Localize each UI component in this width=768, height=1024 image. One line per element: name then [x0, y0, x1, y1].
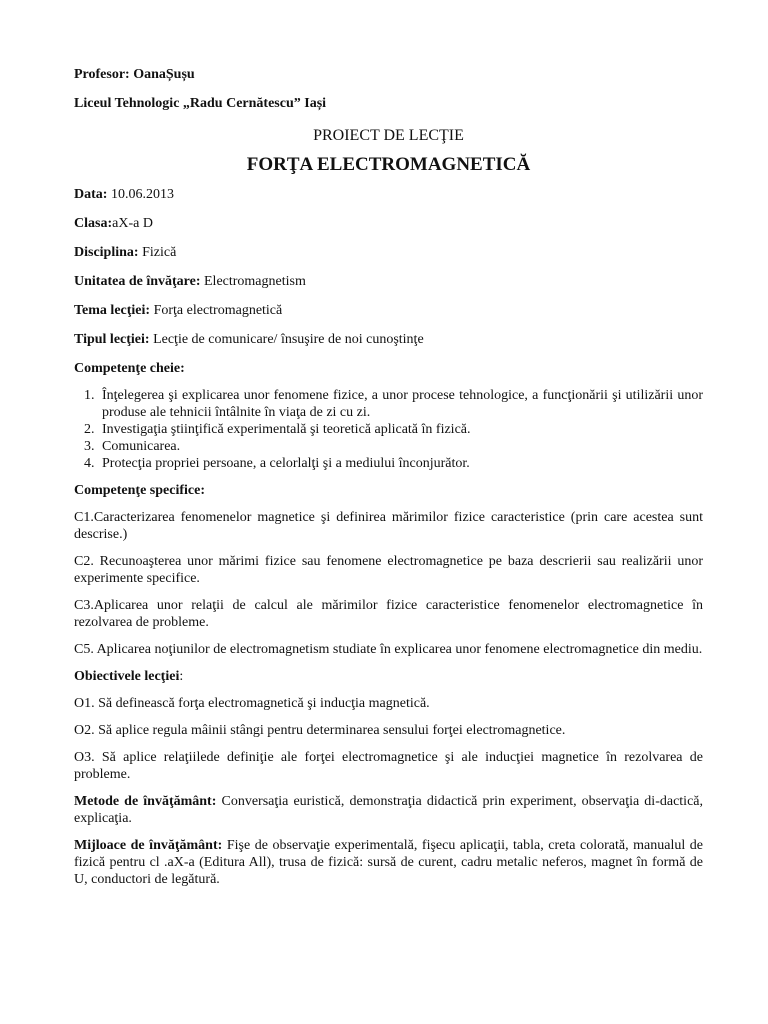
mijloace-label: Mijloace de învăţământ: — [74, 838, 223, 853]
data-field — [74, 186, 703, 203]
obiective-heading: Obiectivele lecţiei — [74, 669, 180, 684]
obiectiv-o1: O1. Să definească forţa electromagnetică şi inducţia magnetică. — [74, 696, 430, 711]
profesor-label: Profesor: — [74, 67, 130, 82]
data-value: 10.06.2013 — [110, 187, 174, 202]
tema-label: Tema lecţiei: — [74, 303, 151, 318]
competenta-c2: C2. Recunoaşterea unor mărimi fizice sau fenomene electromagnetice pe baza descrierii sau realizării unor experimente specifice. — [74, 554, 703, 586]
obiective-heading-suffix: : — [179, 669, 184, 684]
disciplina-value: Fizică — [142, 245, 177, 260]
metode-value: Conversaţia euristică, demonstraţia didactică prin experiment, observaţia di-dactică, explicaţia. — [74, 794, 703, 826]
data-label: Data: — [74, 187, 108, 202]
unitatea-field — [74, 273, 703, 290]
competenta-c1: C1.Caracterizarea fenomenelor magnetice şi definirea mărimilor fizice caracteristice (prin care acestea sunt descrise.) — [74, 510, 703, 542]
profesor-line — [74, 66, 703, 83]
profesor-name: OanaȘușu — [133, 67, 195, 82]
lesson-plan-document — [74, 66, 703, 898]
competente-cheie-heading: Competenţe cheie: — [74, 361, 185, 376]
list-item: 3. Comunicarea. — [98, 438, 703, 455]
tipul-label: Tipul lecţiei: — [74, 332, 150, 347]
obiective-heading-line — [74, 668, 703, 685]
clasa-field — [74, 215, 703, 232]
competente-cheie-list — [74, 387, 703, 472]
obiectiv-o2: O2. Să aplice regula mâinii stângi pentru determinarea sensului forţei electromagnetice. — [74, 723, 566, 738]
clasa-label: Clasa: — [74, 216, 113, 231]
list-item: 4. Protecţia propriei persoane, a celorlalţi şi a mediului înconjurător. — [98, 455, 703, 472]
unitatea-value: Electromagnetism — [204, 274, 306, 289]
mijloace-paragraph — [74, 837, 703, 888]
competenta-c3: C3.Aplicarea unor relaţii de calcul ale mărimilor fizice caracteristice fenomenelor electromagnetice în rezolvarea de probleme. — [74, 598, 703, 630]
disciplina-field — [74, 244, 703, 261]
tipul-value: Lecţie de comunicare/ însuşire de noi cunoştinţe — [153, 332, 424, 347]
competente-specifice-heading: Competenţe specifice: — [74, 483, 206, 498]
metode-label: Metode de învăţământ: — [74, 794, 217, 809]
document-title: FORŢA ELECTROMAGNETICĂ — [246, 154, 531, 175]
list-item: 1. Înţelegerea şi explicarea unor fenomene fizice, a unor procese tehnologice, a funcţionării şi utilizării unor produse ale tehnicii întâlnite în viaţa de zi cu zi. — [98, 387, 703, 421]
unitatea-label: Unitatea de învăţare: — [74, 274, 201, 289]
metode-paragraph — [74, 793, 703, 827]
tema-field — [74, 302, 703, 319]
mijloace-value: Fişe de observaţie experimentală, fişecu aplicaţii, tabla, creta colorată, manualul de fizică pentru cl .aX-a (Editura All), trusa de fizică: sursă de curent, cadru metalic neferos, magnet în formă de U, conductori de legătură. — [74, 838, 703, 887]
disciplina-label: Disciplina: — [74, 245, 139, 260]
obiectiv-o3: O3. Să aplice relaţiilede definiţie ale forţei electromagnetice şi ale inducţiei magnetice în rezolvarea de probleme. — [74, 750, 703, 782]
document-type: PROIECT DE LECŢIE — [313, 127, 464, 144]
school-name: Liceul Tehnologic „Radu Cernătescu” Iași — [74, 96, 327, 111]
competenta-c5: C5. Aplicarea noţiunilor de electromagnetism studiate în explicarea unor fenomene electromagnetice din mediu. — [74, 642, 703, 657]
tipul-field — [74, 331, 703, 348]
list-item: 2. Investigaţia ştiinţifică experimentală şi teoretică aplicată în fizică. — [98, 421, 703, 438]
tema-value: Forţa electromagnetică — [153, 303, 283, 318]
clasa-value: aX-a D — [112, 216, 153, 231]
